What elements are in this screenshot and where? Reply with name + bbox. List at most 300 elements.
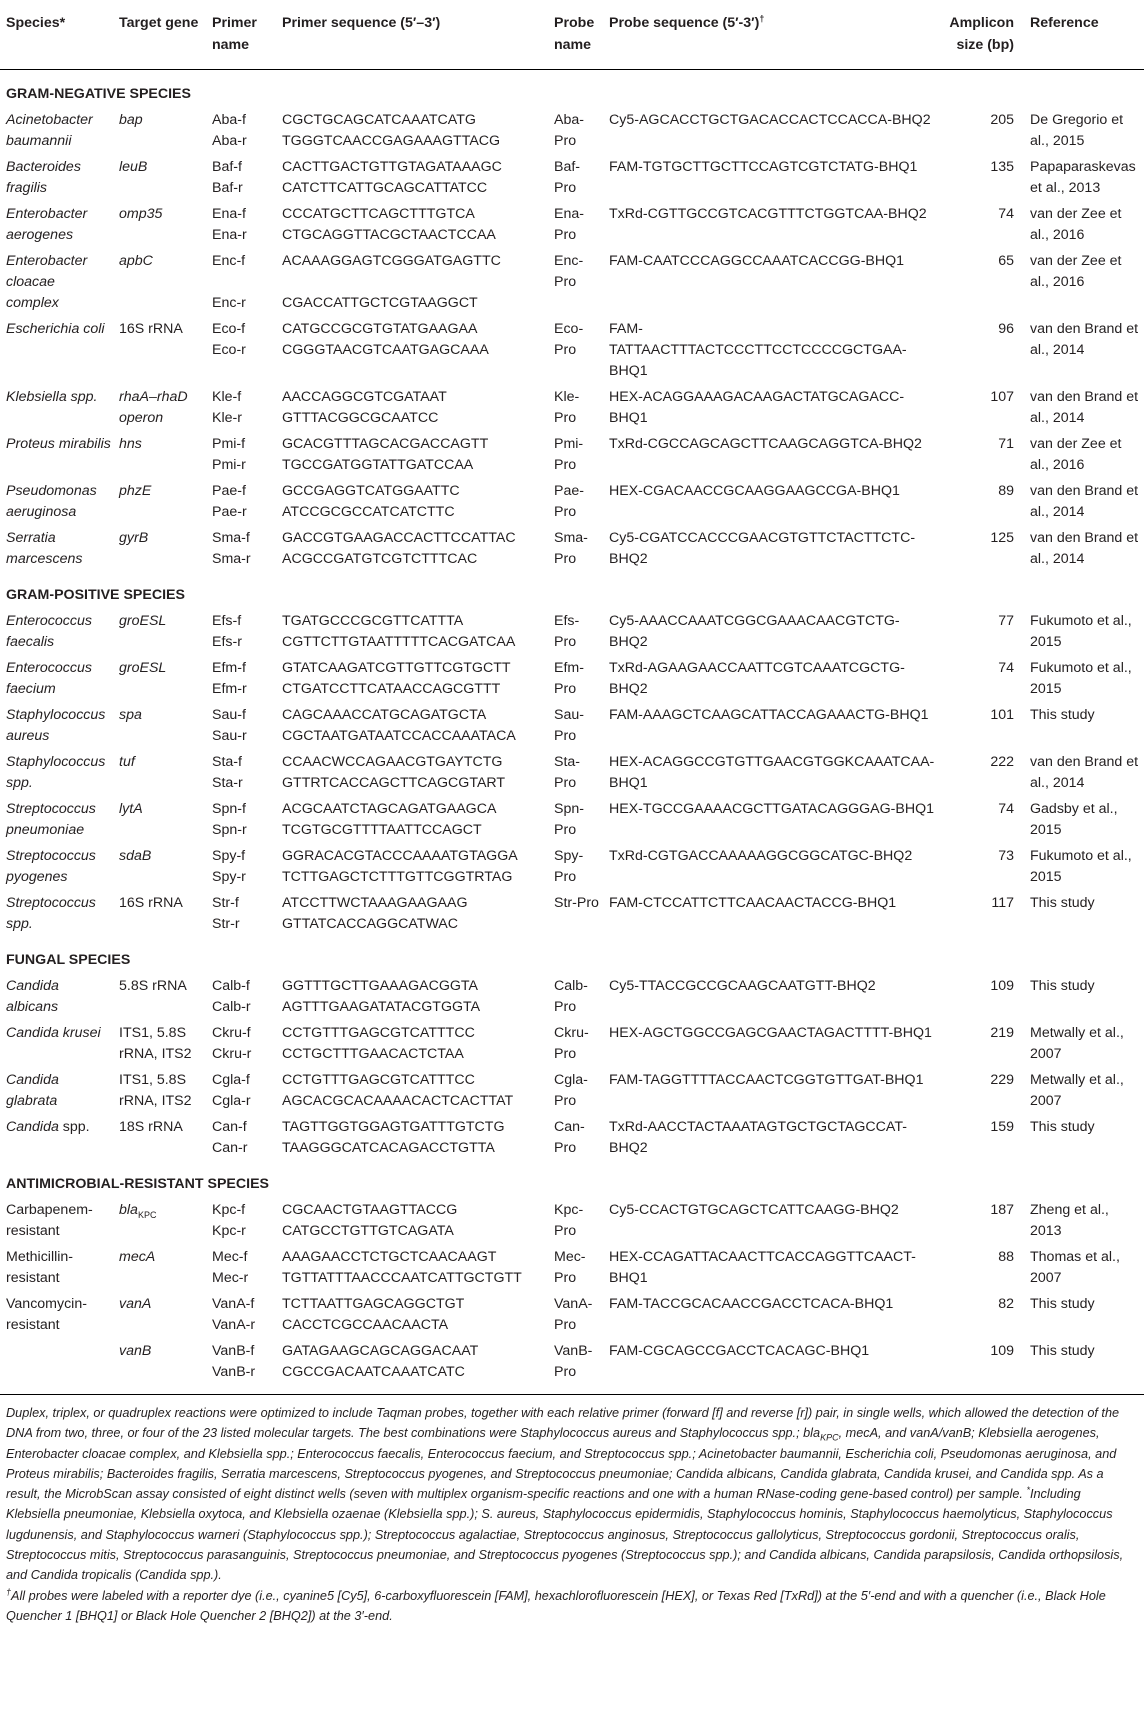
primer-name-cell: [206, 844, 276, 891]
probe-sequence: HEX-CGACAACCGCAAGGAAGCCGA-BHQ1: [609, 483, 900, 499]
table-row: [0, 609, 1144, 656]
primer-sequence: GCCGAGGTCATGGAATTC: [282, 483, 460, 499]
species-name: Enterococcus faecalis: [6, 613, 92, 650]
primer-sequence: TGCCGATGGTATTGATCCAA: [282, 457, 474, 473]
table-row: [0, 1339, 1144, 1395]
species-cell: [0, 526, 113, 573]
species-name: Streptococcus pyogenes: [6, 848, 96, 885]
primer-name: VanA-f: [212, 1296, 255, 1312]
target-gene-cell: [113, 1021, 206, 1068]
primer-sequence: CGTTCTTGTAATTTTTCACGATCAA: [282, 634, 516, 650]
target-gene-cell: [113, 891, 206, 938]
target-gene: ITS1, 5.8S rRNA, ITS2: [119, 1072, 192, 1109]
primer-name: Kle-f: [212, 389, 242, 405]
primer-name: Efm-r: [212, 681, 247, 697]
header-probe-name: Probe name: [548, 0, 603, 70]
target-gene-cell: [113, 974, 206, 1021]
primer-sequence: CAGCAAACCATGCAGATGCTA: [282, 707, 487, 723]
species-name: Candida albicans: [6, 978, 59, 1015]
amplicon-size: 89: [998, 483, 1014, 499]
target-gene-cell: [113, 609, 206, 656]
primer-name-cell: [206, 202, 276, 249]
primer-sequence: CCTGTTTGAGCGTCATTTCC: [282, 1025, 475, 1041]
table-row: [0, 1292, 1144, 1339]
probe-sequence: HEX-ACAGGCCGTGTTGAACGTGGKCAAATCAA-BHQ1: [609, 754, 935, 791]
primer-sequence-cell: [276, 1115, 548, 1162]
footnote-main-part1: Duplex, triplex, or quadruplex reactions were optimized to include Taqman probes, together with each relative primer (forward [f] and reverse [r]) pair, in single wells, which allowed the detection of the DNA from two, three, or four of the 23 listed molecular targets. The best combinations were Staphylococcus aureus and Staphylococcus spp.; bla: [6, 1406, 1120, 1441]
species-cell: [0, 891, 113, 938]
probe-name: Efm-Pro: [554, 660, 584, 697]
species-genus: Candida: [6, 1119, 59, 1135]
amplicon-size: 229: [990, 1072, 1014, 1088]
target-gene-cell: [113, 1198, 206, 1245]
probe-sequence: TxRd-CGTGACCAAAAAGGCGGCATGC-BHQ2: [609, 848, 913, 864]
primer-name: VanB-f: [212, 1343, 255, 1359]
table-row: [0, 249, 1144, 317]
amplicon-size: 74: [998, 660, 1014, 676]
probe-name: Baf-Pro: [554, 159, 581, 196]
probe-sequence: FAM-TAGGTTTTACCAACTCGGTGTTGAT-BHQ1: [609, 1072, 924, 1088]
primer-sequence: TCGTGCGTTTTAATTCCAGCT: [282, 822, 482, 838]
target-gene: bla: [119, 1202, 138, 1218]
primer-sequence: CCAACWCCAGAACGTGAYTCTG: [282, 754, 503, 770]
probe-sequence: HEX-ACAGGAAAGACAAGACTATGCAGACC-BHQ1: [609, 389, 905, 426]
amplicon-size: 135: [990, 159, 1014, 175]
table-row: [0, 844, 1144, 891]
primer-sequence: GTATCAAGATCGTTGTTCGTGCTT: [282, 660, 511, 676]
amplicon-size: 205: [990, 112, 1014, 128]
table-row: [0, 891, 1144, 938]
footnote-dagger: [6, 1586, 1136, 1627]
species-name: Enterobacter aerogenes: [6, 206, 88, 243]
primer-sequence: CGCTAATGATAATCCACCAAATACA: [282, 728, 516, 744]
amplicon-size: 71: [998, 436, 1014, 452]
primer-name: Spy-r: [212, 869, 246, 885]
primer-name-cell: [206, 1021, 276, 1068]
primer-sequence: GGRACACGTACCCAAAATGTAGGA: [282, 848, 518, 864]
reference: Metwally et al., 2007: [1030, 1025, 1124, 1062]
probe-name: Pae-Pro: [554, 483, 584, 520]
species-cell: [0, 202, 113, 249]
target-gene-cell: [113, 432, 206, 479]
primer-name-cell: [206, 249, 276, 317]
target-gene-cell: [113, 1115, 206, 1162]
target-gene-cell: [113, 526, 206, 573]
primer-name-cell: [206, 385, 276, 432]
primer-sequence: CACCTCGCCAACAACTA: [282, 1317, 449, 1333]
section-title: FUNGAL SPECIES: [6, 952, 131, 968]
footnote-star-mark: *: [1026, 1484, 1030, 1495]
species-cell: [0, 317, 113, 385]
primer-sequence-cell: [276, 155, 548, 202]
primer-name: Enc-r: [212, 295, 246, 311]
probe-name: Mec-Pro: [554, 1249, 586, 1286]
primer-sequence: TGATGCCCGCGTTCATTTA: [282, 613, 464, 629]
primer-sequence: CATGCCTGTTGTCAGATA: [282, 1223, 454, 1239]
amplicon-size: 73: [998, 848, 1014, 864]
probe-sequence: Cy5-AAACCAAATCGGCGAAACAACGTCTG-BHQ2: [609, 613, 900, 650]
table-row: [0, 526, 1144, 573]
target-gene: mecA: [119, 1249, 156, 1265]
probe-sequence: HEX-CCAGATTACAACTTCACCAGGTTCAACT-BHQ1: [609, 1249, 916, 1286]
primer-sequence-cell: [276, 844, 548, 891]
probe-sequence: FAM-CTCCATTCTTCAACAACTACCG-BHQ1: [609, 895, 897, 911]
table-row: [0, 703, 1144, 750]
table-row: [0, 750, 1144, 797]
amplicon-size: 65: [998, 253, 1014, 269]
species-cell: [0, 1198, 113, 1245]
reference: This study: [1030, 707, 1095, 723]
primer-name-cell: [206, 1198, 276, 1245]
reference: Metwally et al., 2007: [1030, 1072, 1124, 1109]
target-gene-cell: [113, 703, 206, 750]
primer-sequence: TCTTGAGCTCTTTGTTCGGTRTAG: [282, 869, 513, 885]
primer-name: Sma-f: [212, 530, 250, 546]
probe-sequence: FAM-CGCAGCCGACCTCACAGC-BHQ1: [603, 1339, 940, 1395]
reference: van den Brand et al., 2014: [1030, 389, 1139, 426]
target-gene: ITS1, 5.8S rRNA, ITS2: [119, 1025, 192, 1062]
primer-sequence-cell: [276, 202, 548, 249]
primer-name: Pmi-r: [212, 457, 246, 473]
target-gene: vanA: [119, 1296, 152, 1312]
section-title: GRAM-POSITIVE SPECIES: [6, 587, 185, 603]
species-cell: [0, 609, 113, 656]
primer-name: Sta-r: [212, 775, 243, 791]
primer-sequence-cell: [276, 432, 548, 479]
amplicon-size: 82: [998, 1296, 1014, 1312]
section-row: [0, 1162, 1144, 1198]
primer-name: Pmi-f: [212, 436, 246, 452]
reference: This study: [1030, 1296, 1095, 1312]
reference: van den Brand et al., 2014: [1030, 754, 1139, 791]
probe-sequence: TxRd-AACCTACTAAATAGTGCTGCTAGCCAT-BHQ2: [609, 1119, 907, 1156]
reference: Thomas et al., 2007: [1030, 1249, 1120, 1286]
reference: van den Brand et al., 2014: [1030, 321, 1139, 358]
primer-sequence-cell: [276, 609, 548, 656]
target-gene: omp35: [119, 206, 163, 222]
footnote-kpc-subscript: KPC: [820, 1432, 839, 1443]
primer-name: Efs-f: [212, 613, 242, 629]
primer-name: Mec-r: [212, 1270, 249, 1286]
amplicon-size: 88: [998, 1249, 1014, 1265]
reference: Gadsby et al., 2015: [1030, 801, 1118, 838]
primer-sequence: ACAAAGGAGTCGGGATGAGTTC: [282, 253, 501, 269]
target-gene-cell: [113, 750, 206, 797]
species-name: Staphylococcus spp.: [6, 754, 106, 791]
probe-name: VanA-Pro: [554, 1296, 593, 1333]
probe-name: Kle-Pro: [554, 389, 580, 426]
target-gene: sdaB: [119, 848, 152, 864]
reference: van der Zee et al., 2016: [1030, 206, 1122, 243]
header-probe-sequence-label: Probe sequence (5′-3′): [609, 15, 760, 31]
primer-name-cell: [206, 1068, 276, 1115]
species-cell: [0, 432, 113, 479]
reference: This study: [1030, 895, 1095, 911]
primer-sequence: ACGCAATCTAGCAGATGAAGCA: [282, 801, 497, 817]
primer-name-cell: [206, 1292, 276, 1339]
probe-name: Spy-Pro: [554, 848, 584, 885]
primer-name-cell: [206, 526, 276, 573]
species-name: Staphylococcus aureus: [6, 707, 106, 744]
amplicon-size: 74: [998, 206, 1014, 222]
probe-name: VanB-Pro: [548, 1339, 603, 1395]
target-gene: lytA: [119, 801, 143, 817]
probe-name: Can-Pro: [554, 1119, 585, 1156]
primer-name-cell: [206, 797, 276, 844]
table-row: [0, 1245, 1144, 1292]
target-gene-cell: [113, 1339, 206, 1395]
primer-sequence-cell: [276, 317, 548, 385]
primer-name: Calb-r: [212, 999, 251, 1015]
target-gene-cell: [113, 249, 206, 317]
target-gene: 16S rRNA: [119, 895, 183, 911]
primer-name-cell: [206, 317, 276, 385]
table-row: [0, 202, 1144, 249]
table-footnote: [6, 1403, 1136, 1626]
species-name: Bacteroides fragilis: [6, 159, 81, 196]
primer-name: VanA-r: [212, 1317, 256, 1333]
primer-sequence: ACGCCGATGTCGTCTTTCAC: [282, 551, 478, 567]
probe-name: Pmi-Pro: [554, 436, 584, 473]
table-row: [0, 974, 1144, 1021]
probe-name: Cgla-Pro: [554, 1072, 588, 1109]
probe-name: Sta-Pro: [554, 754, 581, 791]
target-gene-cell: [113, 1068, 206, 1115]
species-cell: [0, 844, 113, 891]
primer-sequence-cell: [276, 1198, 548, 1245]
primer-name: Ena-r: [212, 227, 247, 243]
species-cell: [0, 1068, 113, 1115]
probe-sequence: TxRd-AGAAGAACCAATTCGTCAAATCGCTG-BHQ2: [609, 660, 905, 697]
primer-sequence-cell: [276, 108, 548, 155]
primer-sequence: CATGCCGCGTGTATGAAGAA: [282, 321, 478, 337]
target-gene: 16S rRNA: [119, 321, 183, 337]
primer-name: Aba-r: [212, 133, 247, 149]
header-amplicon-size: Amplicon size (bp): [940, 0, 1024, 70]
primer-sequence: GGTTTGCTTGAAAGACGGTA: [282, 978, 478, 994]
primer-sequence: CGACCATTGCTCGTAAGGCT: [282, 295, 478, 311]
primer-name: Sau-r: [212, 728, 247, 744]
primer-name: Kle-r: [212, 410, 242, 426]
primer-sequence: CACTTGACTGTTGTAGATAAAGC: [282, 159, 502, 175]
probe-sequence: TxRd-CGCCAGCAGCTTCAAGCAGGTCA-BHQ2: [609, 436, 922, 452]
primer-sequence-cell: [276, 526, 548, 573]
species-cell: [0, 249, 113, 317]
table-row: [0, 1021, 1144, 1068]
primer-name-cell: [206, 750, 276, 797]
species-name: Proteus mirabilis: [6, 436, 111, 452]
reference: van den Brand et al., 2014: [1030, 483, 1139, 520]
species-cell: [0, 1245, 113, 1292]
primer-name: Can-r: [212, 1140, 248, 1156]
primer-sequence: CTGATCCTTCATAACCAGCGTTT: [282, 681, 501, 697]
primer-sequence: CCCATGCTTCAGCTTTGTCA: [282, 206, 475, 222]
species-cell: [0, 1339, 113, 1395]
species-name: Candida krusei: [6, 1025, 101, 1041]
primer-name: Cgla-f: [212, 1072, 250, 1088]
primer-name: VanB-r: [212, 1364, 256, 1380]
section-row: [0, 573, 1144, 609]
species-name: Serratia marcescens: [6, 530, 83, 567]
species-name: Acinetobacter baumannii: [6, 112, 93, 149]
reference: Fukumoto et al., 2015: [1030, 660, 1132, 697]
amplicon-size: 187: [990, 1202, 1014, 1218]
header-species: Species*: [0, 0, 113, 70]
table-row: [0, 155, 1144, 202]
table-row: [0, 108, 1144, 155]
primer-name: Spn-f: [212, 801, 246, 817]
primer-sequence: CGGGTAACGTCAATGAGCAAA: [282, 342, 489, 358]
primer-name: Calb-f: [212, 978, 250, 994]
probe-name: Sma-Pro: [554, 530, 588, 567]
header-probe-sequence: [603, 0, 940, 70]
species-cell: [0, 1115, 113, 1162]
species-cell: [0, 797, 113, 844]
primer-name: Ckru-r: [212, 1046, 252, 1062]
primer-sequence-cell: [276, 385, 548, 432]
reference: Fukumoto et al., 2015: [1030, 613, 1132, 650]
primer-name-cell: [206, 1339, 276, 1395]
primer-sequence: CCTGCTTTGAACACTCTAA: [282, 1046, 464, 1062]
primer-sequence: TAGTTGGTGGAGTGATTTGTCTG: [282, 1119, 505, 1135]
amplicon-size: 117: [991, 895, 1014, 911]
primer-name: Str-r: [212, 916, 240, 932]
species-name: Streptococcus pneumoniae: [6, 801, 96, 838]
table-row: [0, 432, 1144, 479]
probe-sequence: FAM-AAAGCTCAAGCATTACCAGAAACTG-BHQ1: [609, 707, 929, 723]
target-gene: 5.8S rRNA: [119, 978, 187, 994]
primer-sequence-cell: [276, 1021, 548, 1068]
primer-sequence-cell: [276, 1292, 548, 1339]
target-gene-cell: [113, 797, 206, 844]
species-name: Vancomycin-resistant: [6, 1296, 87, 1333]
primer-sequence-cell: [276, 249, 548, 317]
probe-sequence: Cy5-CGATCCACCCGAACGTGTTCTACTTCTC-BHQ2: [609, 530, 916, 567]
primer-name-cell: [206, 479, 276, 526]
probe-sequence: FAM-CAATCCCAGGCCAAATCACCGG-BHQ1: [609, 253, 905, 269]
probe-name: Eco-Pro: [554, 321, 584, 358]
amplicon-size: 219: [990, 1025, 1014, 1041]
probe-sequence: FAM-TGTGCTTGCTTCCAGTCGTCTATG-BHQ1: [609, 159, 918, 175]
primer-sequence-cell: [276, 797, 548, 844]
species-name: Streptococcus spp.: [6, 895, 96, 932]
primer-name: Efs-r: [212, 634, 242, 650]
primer-name-cell: [206, 891, 276, 938]
amplicon-size: 109: [940, 1339, 1024, 1395]
table-header: [0, 0, 1144, 70]
target-gene: 18S rRNA: [119, 1119, 183, 1135]
footnote-main-part2: , mecA, and vanA/vanB; Klebsiella aerogenes, Enterobacter cloacae complex, and Klebsiella spp.; Enterococcus faecalis, Enterococcus faecium, and Streptococcus spp.; Acinetobacter baumannii, Escherichia coli, Pseudomonas aeruginosa, and Proteus mirabilis; Bacteroides fragilis, Serratia marcescens, Streptococcus pyogenes, and Streptococcus pneumoniae; Candida albicans, Candida glabrata, Candida krusei, and Candida spp. As a result, the MicrobScan assay consisted of eight distinct wells (seven with multiplex organism-specific reactions and one with a human RNase-coding gene-based control) per sample.: [6, 1426, 1117, 1502]
species-name: Candida glabrata: [6, 1072, 59, 1109]
primer-sequence: AAAGAACCTCTGCTCAACAAGT: [282, 1249, 497, 1265]
table-row: [0, 317, 1144, 385]
primer-sequence: AACCAGGCGTCGATAAT: [282, 389, 447, 405]
species-cell: [0, 750, 113, 797]
primer-sequence-cell: [276, 1068, 548, 1115]
primer-sequence: CTGCAGGTTACGCTAACTCCAA: [282, 227, 496, 243]
target-gene-cell: [113, 1245, 206, 1292]
primer-sequence-cell: [276, 891, 548, 938]
species-cell: [0, 479, 113, 526]
primer-name: Can-f: [212, 1119, 247, 1135]
primer-name: Spn-r: [212, 822, 247, 838]
primer-sequence-cell: [276, 479, 548, 526]
target-gene: apbC: [119, 253, 153, 269]
primer-name: Kpc-f: [212, 1202, 246, 1218]
target-gene-cell: [113, 385, 206, 432]
primer-name: Baf-r: [212, 180, 243, 196]
table-row: [0, 797, 1144, 844]
target-gene: bap: [119, 112, 143, 128]
target-gene-cell: [113, 1292, 206, 1339]
primer-name: Eco-f: [212, 321, 246, 337]
species-cell: [0, 108, 113, 155]
species-suffix: spp.: [58, 1119, 90, 1135]
target-gene-cell: [113, 155, 206, 202]
primer-name: Cgla-r: [212, 1093, 251, 1109]
reference: van der Zee et al., 2016: [1030, 253, 1122, 290]
primer-name: Aba-f: [212, 112, 246, 128]
probe-sequence: FAM-TACCGCACAACCGACCTCACA-BHQ1: [609, 1296, 894, 1312]
species-cell: [0, 656, 113, 703]
primer-sequence-cell: [276, 974, 548, 1021]
probe-name: Aba-Pro: [554, 112, 584, 149]
primer-sequence: ATCCGCGCCATCATCTTC: [282, 504, 455, 520]
species-name: Escherichia coli: [6, 321, 105, 337]
primer-name-cell: [206, 108, 276, 155]
primer-name: Baf-f: [212, 159, 242, 175]
target-gene: rhaA–rhaD operon: [119, 389, 188, 426]
probe-name: Str-Pro: [554, 895, 599, 911]
primer-name: Sta-f: [212, 754, 242, 770]
primer-name-cell: [206, 1115, 276, 1162]
probe-name: Calb-Pro: [554, 978, 588, 1015]
primer-sequence: TAAGGGCATCACAGACCTGTTA: [282, 1140, 495, 1156]
species-cell: [0, 155, 113, 202]
primer-name: Ckru-f: [212, 1025, 251, 1041]
table-body: [0, 70, 1144, 1395]
probe-sequence: HEX-AGCTGGCCGAGCGAACTAGACTTTT-BHQ1: [609, 1025, 932, 1041]
probe-name: Spn-Pro: [554, 801, 584, 838]
amplicon-size: 125: [990, 530, 1014, 546]
header-primer-name: Primer name: [206, 0, 276, 70]
primer-sequence: GTTTACGGCGCAATCC: [282, 410, 439, 426]
target-gene: hns: [119, 436, 142, 452]
primer-sequence: CGCCGACAATCAAATCATC: [282, 1364, 465, 1380]
reference: van den Brand et al., 2014: [1030, 530, 1139, 567]
reference: Zheng et al., 2013: [1030, 1202, 1109, 1239]
species-name: Enterococcus faecium: [6, 660, 92, 697]
primer-name: Enc-f: [212, 253, 246, 269]
primer-sequence: CGCTGCAGCATCAAATCATG: [282, 112, 476, 128]
primer-sequence: AGTTTGAAGATATACGTGGTA: [282, 999, 481, 1015]
primer-sequence: CGCAACTGTAAGTTACCG: [282, 1202, 458, 1218]
target-gene: phzE: [119, 483, 152, 499]
target-gene: groESL: [119, 660, 167, 676]
probe-name: Ckru-Pro: [554, 1025, 589, 1062]
probe-name: Efs-Pro: [554, 613, 580, 650]
amplicon-size: 77: [998, 613, 1014, 629]
section-title: GRAM-NEGATIVE SPECIES: [6, 86, 191, 102]
primer-sequence: TGTTATTTAACCCAATCATTGCTGTT: [282, 1270, 522, 1286]
header-probe-sequence-mark: †: [759, 13, 765, 24]
amplicon-size: 96: [998, 321, 1014, 337]
primer-sequence: CCTGTTTGAGCGTCATTTCC: [282, 1072, 475, 1088]
primer-name: Pae-r: [212, 504, 247, 520]
reference: This study: [1024, 1339, 1144, 1395]
target-gene: leuB: [119, 159, 148, 175]
target-gene: groESL: [119, 613, 167, 629]
